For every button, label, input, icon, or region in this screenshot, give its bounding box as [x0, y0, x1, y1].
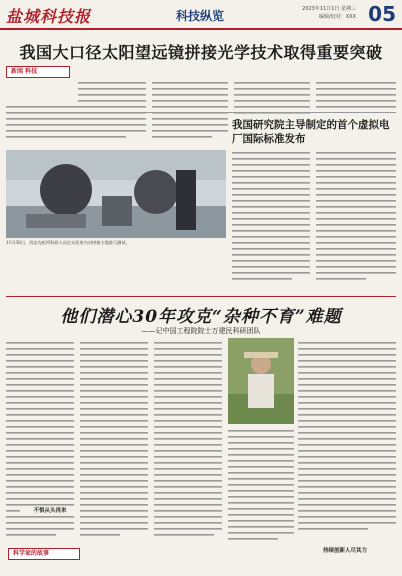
- newspaper-logo: 盐城科技报: [6, 7, 92, 26]
- masthead: [0, 0, 402, 30]
- lab-photo: [6, 150, 226, 238]
- article3-body-right: [298, 340, 396, 540]
- lab-photo-image: [6, 150, 226, 238]
- article2-headline: 我国研究院主导制定的首个虚拟电厂国际标准发布: [232, 119, 390, 145]
- article3-title: 他们潜心30年攻克“杂种不育”难题: [60, 307, 342, 327]
- article3-body-right-lines: [298, 340, 396, 540]
- lab-photo-caption: 11月30日，西安光机所科研人员在实验室内对拼接主镜进行测试。: [6, 240, 130, 245]
- article3-subtitle: ——记中国工程院院士万建民科研团队: [141, 327, 261, 335]
- article3-body-center: [228, 428, 294, 546]
- section-title: 科技纵览: [176, 9, 225, 23]
- article3-tag: 科学家的故事: [8, 548, 80, 560]
- subhead-1: 不惧从头再来: [20, 506, 80, 514]
- article2-body-lines: [232, 150, 396, 290]
- article2-body: [232, 150, 396, 290]
- subhead-2: 持续创新人尽其力: [300, 546, 390, 554]
- divider: [6, 296, 396, 297]
- article1-tag: 新闻 科技: [6, 66, 70, 78]
- scientist-photo: [228, 338, 294, 424]
- article1-headline: 我国大口径太阳望远镜拼接光学技术取得重要突破: [19, 43, 383, 62]
- scientist-photo-image: [228, 338, 294, 424]
- article3-body-left: [6, 340, 224, 546]
- article3-body-center-lines: [228, 428, 294, 546]
- page-number: 05: [368, 2, 396, 26]
- issue-date: 2023年11月1日 星期三: [302, 6, 356, 12]
- issue-meta: [302, 5, 356, 21]
- issue-editor: 编辑/校对：XXX: [319, 14, 356, 20]
- divider: [6, 112, 396, 113]
- article3-body-left-lines: [6, 340, 224, 546]
